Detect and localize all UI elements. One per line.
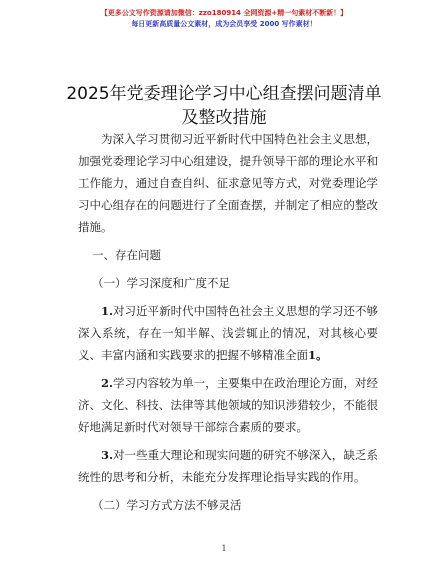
document-body [78, 128, 378, 522]
item-text: 对习近平新时代中国特色社会主义思想的学习还不够深入系统，存在一知半解、浅尝辄止的情况，对其核心要义、丰富内涵和实践要求的把握不够精准全面 [78, 304, 378, 362]
promo-banner-line1: 【更多公文写作资源请加微信：zzo180914 全网资源+精一句素材不断新！】 [100, 9, 348, 17]
subsection-heading-methods: （二）学习方式方法不够灵活 [92, 498, 242, 512]
item-tail: 1。 [308, 348, 328, 362]
list-item [78, 444, 378, 488]
item-text: 对一些重大理论和现实问题的研究不够深入，缺乏系统性的思考和分析，未能充分发挥理论指导实践的作用。 [78, 448, 378, 484]
promo-banner [0, 8, 448, 30]
item-number: 1. [101, 304, 114, 318]
subsection-heading-depth: （一）学习深度和广度不足 [92, 276, 230, 290]
list-item [78, 372, 378, 438]
item-number: 3. [101, 448, 114, 462]
section-heading-problems: 一、存在问题 [92, 248, 161, 262]
page-number: 1 [221, 544, 227, 553]
intro-paragraph: 为深入学习贯彻习近平新时代中国特色社会主义思想，加强党委理论学习中心组建设，提升领导干部的理论水平和工作能力，通过自查自纠、征求意见等方式，对党委理论学习中心组存在的问题进行了全面查摆，并制定了相应的整改措施。 [78, 132, 378, 234]
document-title: 2025年党委理论学习中心组查摆问题清单及整改措施 [66, 84, 382, 128]
item-number: 2. [101, 376, 114, 390]
item-text: 学习内容较为单一，主要集中在政治理论方面，对经济、文化、科技、法律等其他领域的知识涉猎较少，不能很好地满足新时代对领导干部综合素质的要求。 [78, 376, 378, 434]
promo-banner-line2: 每日更新高质量公文素材，成为会员享受 2000 写作素材！ [131, 20, 317, 28]
list-item [78, 300, 378, 366]
